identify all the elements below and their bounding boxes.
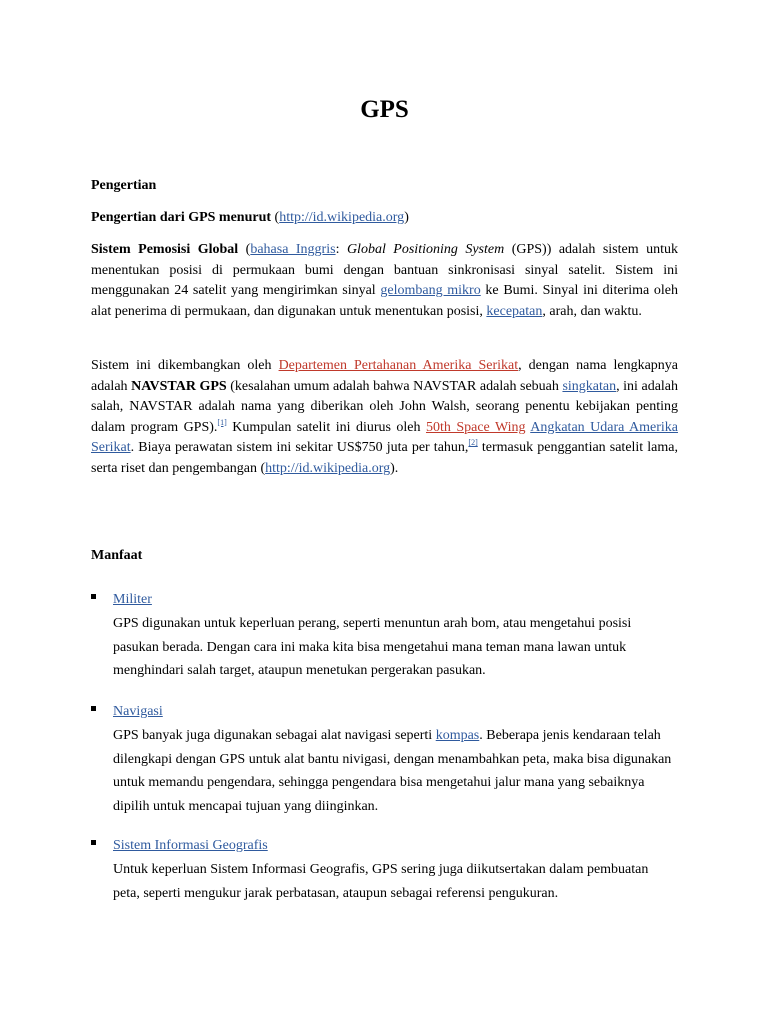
paragraph-definition — [91, 240, 678, 322]
bullet-icon — [91, 594, 96, 599]
link-singkatan[interactable]: singkatan — [562, 378, 617, 394]
text-fragment: GPS banyak juga digunakan sebagai alat navigasi seperti — [113, 728, 436, 743]
text-fragment: (GPS)) adalah sistem untuk menentukan posisi di permukaan bumi dengan bantuan sinkronisasi sinyal satelit. Sistem ini menggunakan 24 satelit yang mengirimkan sinyal — [91, 242, 678, 298]
subheading-close-paren: ) — [404, 210, 409, 225]
section-heading-manfaat: Manfaat — [91, 548, 143, 563]
wikipedia-link-2[interactable]: http://id.wikipedia.org — [265, 460, 391, 476]
term-global-positioning-system: Global Positioning System — [346, 242, 505, 257]
term-sistem-pemosisi-global: Sistem Pemosisi Global — [91, 242, 239, 257]
wikipedia-link-1[interactable]: http://id.wikipedia.org — [279, 210, 405, 225]
text-fragment: (kesalahan umum adalah bahwa NAVSTAR adalah sebuah — [226, 378, 563, 394]
text-fragment: , dengan nama lengkapnya adalah — [91, 358, 678, 394]
link-kecepatan[interactable]: kecepatan — [486, 303, 543, 319]
subheading-open-paren: ( — [271, 210, 280, 225]
link-angkatan-udara[interactable]: Angkatan Udara Amerika Serikat — [91, 419, 679, 455]
link-50th-space-wing[interactable]: 50th Space Wing — [425, 419, 526, 435]
document-title: GPS — [360, 96, 409, 123]
link-departemen-pertahanan[interactable]: Departemen Pertahanan Amerika Serikat — [278, 358, 519, 373]
subheading-source — [91, 208, 409, 228]
text-fragment: termasuk penggantian satelit lama, serta riset dan pengembangan ( — [91, 440, 679, 476]
reference-2-link[interactable]: [2] — [468, 438, 478, 447]
link-navigasi[interactable]: Navigasi — [113, 704, 163, 719]
militer-description: GPS digunakan untuk keperluan perang, seperti menuntun arah bom, atau mengetahui posisi pasukan berada. Dengan cara ini maka kita bisa mengetahui mana teman mana lawan untuk menghindari salah target, ataupun menetukan pergerakan pasukan. — [113, 616, 632, 678]
reference-1-link[interactable]: [1] — [217, 417, 227, 427]
term-navstar-gps: NAVSTAR GPS — [131, 378, 227, 394]
link-sistem-informasi-geografis[interactable]: Sistem Informasi Geografis — [113, 838, 268, 853]
bullet-icon — [91, 840, 96, 845]
text-fragment: Kumpulan satelit ini diurus oleh — [226, 419, 426, 435]
text-fragment: Sistem ini dikembangkan oleh — [91, 358, 279, 373]
text-fragment: . Beberapa jenis kendaraan telah dilengkapi dengan GPS untuk alat bantu nivigasi, dengan menambahkan peta, maka bisa digunakan untuk memandu pengendara, sehingga pengendara bisa mengetahui jalur mana yang sebaiknya dipilih untuk mencapai tujuan yang diinginkan. — [113, 728, 672, 814]
text-fragment: . Biaya perawatan sistem ini sekitar US$750 juta per tahun, — [130, 440, 469, 455]
subheading-bold-text: Pengertian dari GPS menurut — [91, 210, 272, 225]
bullet-icon — [91, 706, 96, 711]
section-heading-pengertian: Pengertian — [91, 178, 157, 193]
text-fragment: : — [335, 242, 347, 257]
navigasi-description — [113, 724, 675, 818]
link-bahasa-inggris[interactable]: bahasa Inggris — [250, 242, 336, 257]
text-fragment: ( — [238, 242, 251, 257]
sig-description: Untuk keperluan Sistem Informasi Geografis, GPS sering juga diikutsertakan dalam pembuatan peta, seperti mengukur jarak perbatasan, ataupun sebagai referensi pengukuran. — [113, 862, 649, 901]
text-fragment: , ini adalah salah, NAVSTAR adalah nama yang diberikan oleh John Walsh, seorang penentu kebijakan penting dalam program GPS). — [91, 378, 679, 435]
link-militer[interactable]: Militer — [113, 592, 152, 607]
text-fragment: ke Bumi. Sinyal ini diterima oleh alat penerima di permukaan, dan digunakan untuk menentukan posisi, — [91, 283, 678, 319]
paragraph-history — [91, 356, 678, 479]
link-gelombang-mikro[interactable]: gelombang mikro — [380, 283, 481, 298]
link-kompas[interactable]: kompas — [435, 728, 480, 743]
text-fragment: , arah, dan waktu. — [542, 303, 642, 319]
text-fragment: ). — [390, 460, 399, 476]
